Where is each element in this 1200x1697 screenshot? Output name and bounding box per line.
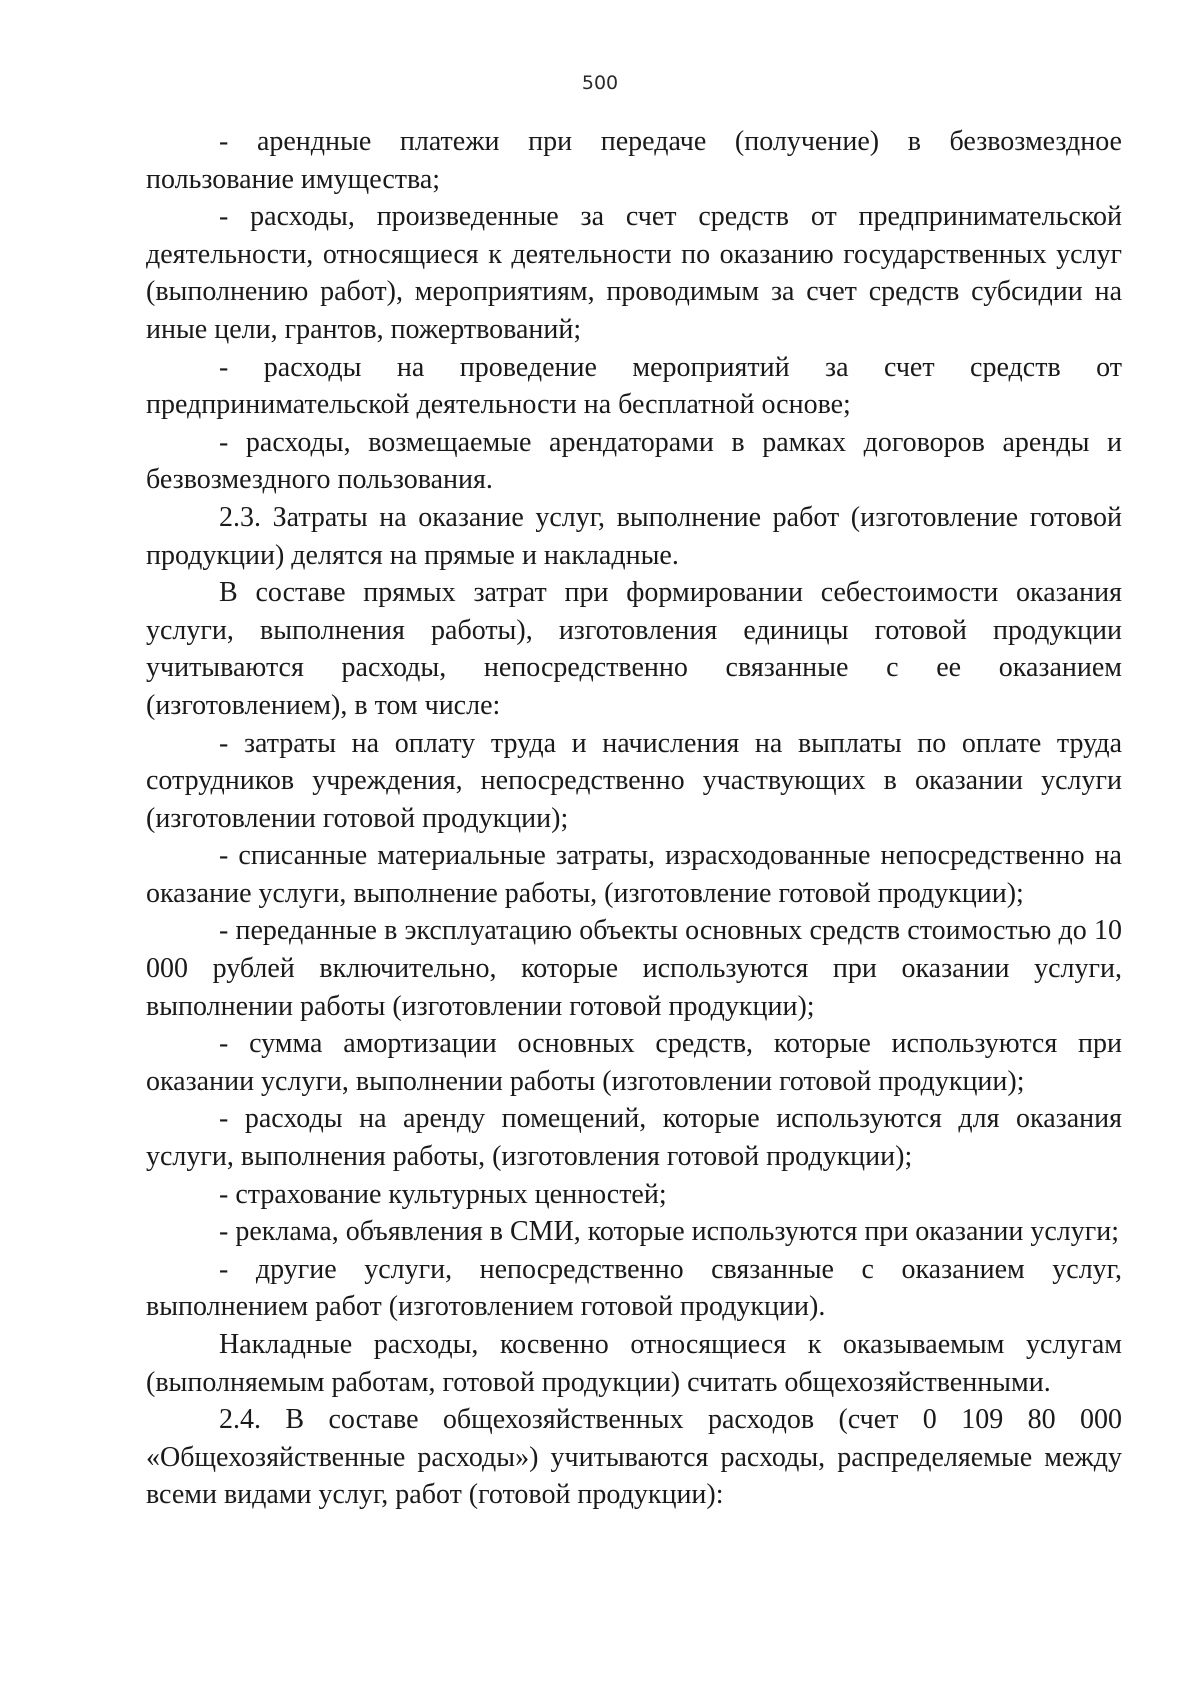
paragraph-labor-costs: - затраты на оплату труда и начисления на выплаты по оплате труда сотрудников учреждения, непосредственно участвующих в оказании услуги (изготовлении готовой продукции); — [146, 727, 1122, 834]
paragraph-advertising: - реклама, объявления в СМИ, которые используются при оказании услуги; — [219, 1216, 1119, 1248]
paragraph-insurance: - страхование культурных ценностей; — [219, 1178, 667, 1210]
paragraph-business-expenses: - расходы, произведенные за счет средств от предпринимательской деятельности, относящиеся к деятельности по оказанию государственных услуг (выполнению работ), мероприятиям, проводимым за счет средств субсидии на иные цели, грантов, пожертвований; — [146, 201, 1122, 345]
paragraph-tenant-reimbursement: - расходы, возмещаемые арендаторами в рамках договоров аренды и безвозмездного пользования. — [146, 426, 1122, 496]
document-body — [146, 123, 1122, 1514]
paragraph-section-2-4: 2.4. В составе общехозяйственных расходов (счет 0 109 80 000 «Общехозяйственные расходы») учитываются расходы, распределяемые между всеми видами услуг, работ (готовой продукции): — [146, 1404, 1122, 1511]
paragraph-premises-rent: - расходы на аренду помещений, которые используются для оказания услуги, выполнения работы, (изготовления готовой продукции); — [146, 1103, 1122, 1173]
paragraph-other-services: - другие услуги, непосредственно связанные с оказанием услуг, выполнением работ (изготовлением готовой продукции). — [146, 1253, 1122, 1323]
paragraph-depreciation: - сумма амортизации основных средств, которые используются при оказании услуги, выполнении работы (изготовлении готовой продукции); — [146, 1028, 1122, 1097]
paragraph-free-events: - расходы на проведение мероприятий за счет средств от предпринимательской деятельности на бесплатной основе; — [146, 351, 1122, 421]
paragraph-rental-payments: - арендные платежи при передаче (получение) в безвозмездное пользование имущества; — [146, 126, 1122, 195]
paragraph-overhead: Накладные расходы, косвенно относящиеся к оказываемым услугам (выполняемым работам, готовой продукции) считать общехозяйственными. — [146, 1329, 1122, 1398]
paragraph-material-costs: - списанные материальные затраты, израсходованные непосредственно на оказание услуги, выполнение работы, (изготовление готовой продукции); — [146, 840, 1122, 909]
paragraph-direct-costs: В составе прямых затрат при формировании себестоимости оказания услуги, выполнения работы), изготовления единицы готовой продукции учитываются расходы, непосредственно связанные с ее оказанием (изготовлением), в том числе: — [146, 577, 1122, 721]
paragraph-section-2-3: 2.3. Затраты на оказание услуг, выполнение работ (изготовление готовой продукции) делятся на прямые и накладные. — [146, 501, 1122, 571]
page-number: 500 — [581, 72, 619, 94]
paragraph-fixed-assets: - переданные в эксплуатацию объекты основных средств стоимостью до 10 000 рублей включительно, которые используются при оказании услуги, выполнении работы (изготовлении готовой продукции); — [146, 915, 1122, 1022]
